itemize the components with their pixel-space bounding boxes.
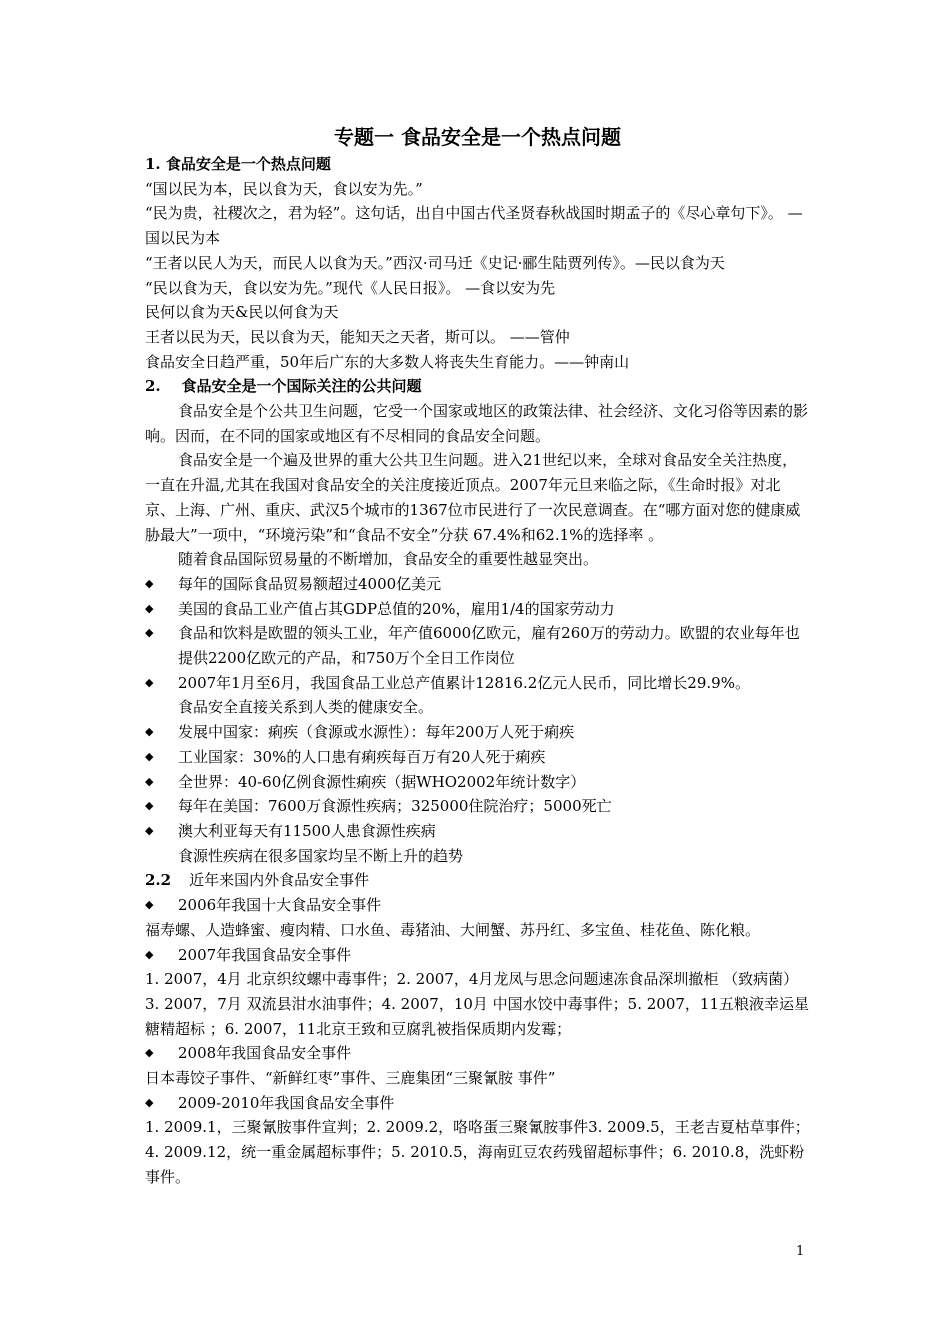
bullet-item <box>145 621 810 670</box>
bullet-text: 每年在美国：7600万食源性疾病；325000住院治疗；5000死亡 <box>178 797 612 816</box>
section-heading-text: 近年来国内外食品安全事件 <box>189 871 370 890</box>
bullet-text: 2006年我国十大食品安全事件 <box>178 896 382 915</box>
paragraph: 食源性疾病在很多国家均呈不断上升的趋势 <box>178 846 464 865</box>
event-paragraph: 日本毒饺子事件、“新鲜红枣”事件、三鹿集团“三聚氰胺 事件” <box>145 1069 556 1088</box>
diamond-bullet-icon: ◆ <box>145 898 154 912</box>
bullet-text: 2007年我国食品安全事件 <box>178 945 352 964</box>
bullet-item <box>145 770 810 795</box>
bullet-item <box>145 671 810 696</box>
bullet-text: 每年的国际食品贸易额超过4000亿美元 <box>178 574 442 593</box>
bullet-text: 2008年我国食品安全事件 <box>178 1044 352 1063</box>
bullet-item <box>145 943 810 968</box>
page-title: 专题一 食品安全是一个热点问题 <box>334 125 621 149</box>
diamond-bullet-icon: ◆ <box>145 675 154 689</box>
diamond-bullet-icon: ◆ <box>145 749 154 763</box>
page-number: 1 <box>796 1244 805 1259</box>
event-paragraph: 福寿螺、人造蜂蜜、瘦肉精、口水鱼、毒猪油、大闸蟹、苏丹红、多宝鱼、桂花鱼、陈化粮。 <box>145 920 761 939</box>
bullet-item <box>145 819 810 844</box>
bullet-text: 2009-2010年我国食品安全事件 <box>178 1093 395 1112</box>
document-body <box>145 122 810 1190</box>
paragraph: 随着食品国际贸易量的不断增加，食品安全的重要性越显突出。 <box>178 550 599 569</box>
section-1-heading: 1. 食品安全是一个热点问题 <box>145 155 331 173</box>
section-number: 2.2 <box>145 871 172 890</box>
bullet-text: 发展中国家：痢疾（食源或水源性）：每年200万人死于痢疾 <box>178 723 575 742</box>
event-paragraph: 1. 2009.1，三聚氰胺事件宣判；2. 2009.2，咯咯蛋三聚氰胺事件3. 2009.5，王老吉夏枯草事件；4. 2009.12，统一重金属超标事件；5. 2010.5，海南豇豆农药残留超标事件；6. 2010.8，洗虾粉事件。 <box>145 1118 810 1186</box>
bullet-text: 美国的食品工业产值占其GDP总值的20%，雇用1/4的国家劳动力 <box>178 599 615 618</box>
diamond-bullet-icon: ◆ <box>145 799 154 813</box>
quote-line: “国以民为本，民以食为天，食以安为先。” <box>145 179 423 198</box>
bullet-item <box>145 794 810 819</box>
bullet-item <box>145 1041 810 1066</box>
diamond-bullet-icon: ◆ <box>145 1095 154 1109</box>
bullet-text: 2007年1月至6月，我国食品工业总产值累计12816.2亿元人民币，同比增长29.9%。 <box>178 673 750 692</box>
event-paragraph: 1. 2007，4月 北京织纹螺中毒事件；2. 2007，4月龙凤与思念问题速冻食品深圳撤柜 （致病菌）3. 2007，7月 双流县泔水油事件；4. 2007，10月 中国水饺中毒事件；5. 2007，11五粮液幸运星糖精超标 ；6. 2007，11北京王致和豆腐乳被指保质期内发霉； <box>145 970 810 1038</box>
bullet-item <box>145 597 810 622</box>
paragraph: 食品安全直接关系到人类的健康安全。 <box>178 698 434 717</box>
bullet-item <box>145 745 810 770</box>
quote-line: “民为贵，社稷次之，君为轻”。这句话，出自中国古代圣贤春秋战国时期孟子的《尽心章句下》。 —国以民为本 <box>145 204 803 248</box>
bullet-text: 全世界：40-60亿例食源性痢疾（据WHO2002年统计数字） <box>178 772 586 791</box>
paragraph: 食品安全是个公共卫生问题，它受一个国家或地区的政策法律、社会经济、文化习俗等因素的影响。因而，在不同的国家或地区有不尽相同的食品安全问题。 <box>145 402 809 445</box>
diamond-bullet-icon: ◆ <box>145 1046 154 1060</box>
diamond-bullet-icon: ◆ <box>145 626 154 640</box>
quote-line: 民何以食为天&民以何食为天 <box>145 303 339 322</box>
diamond-bullet-icon: ◆ <box>145 774 154 788</box>
diamond-bullet-icon: ◆ <box>145 947 154 961</box>
diamond-bullet-icon: ◆ <box>145 823 154 837</box>
section-2-heading: 2. 食品安全是一个国际关注的公共问题 <box>145 377 422 396</box>
paragraph: 食品安全是一个遍及世界的重大公共卫生问题。进入21世纪以来，全球对食品安全关注热度，一直在升温,尤其在我国对食品安全的关注度接近顶点。2007年元旦来临之际，《生命时报》对北京、上海、广州、重庆、武汉5个城市的1367位市民进行了一次民意调查。在“哪方面对您的健康威胁最大”一项中，“环境污染”和“食品不安全”分获 67.4%和62.1%的选择率 。 <box>145 451 801 544</box>
diamond-bullet-icon: ◆ <box>145 601 154 615</box>
bullet-item <box>145 893 810 918</box>
bullet-item <box>145 572 810 597</box>
diamond-bullet-icon: ◆ <box>145 725 154 739</box>
diamond-bullet-icon: ◆ <box>145 576 154 590</box>
quote-line: 王者以民为天，民以食为天，能知天之天者，斯可以。 ——管仲 <box>145 327 570 346</box>
bullet-text: 食品和饮料是欧盟的领头工业，年产值6000亿欧元，雇有260万的劳动力。欧盟的农业每年也提供2200亿欧元的产品，和750万个全日工作岗位 <box>178 624 800 668</box>
quote-line: “王者以民人为天，而民人以食为天。”西汉·司马迁《史记·郦生陆贾列传》。—民以食为天 <box>145 253 725 272</box>
quote-line: 食品安全日趋严重，50年后广东的大多数人将丧失生育能力。——钟南山 <box>145 352 630 371</box>
section-2-2-heading <box>145 868 810 893</box>
bullet-text: 工业国家：30%的人口患有痢疾每百万有20人死于痢疾 <box>178 747 546 766</box>
bullet-item <box>145 720 810 745</box>
bullet-text: 澳大利亚每天有11500人患食源性疾病 <box>178 821 436 840</box>
bullet-item <box>145 1091 810 1116</box>
quote-line: “民以食为天，食以安为先。”现代《人民日报》。 —食以安为先 <box>145 278 556 297</box>
